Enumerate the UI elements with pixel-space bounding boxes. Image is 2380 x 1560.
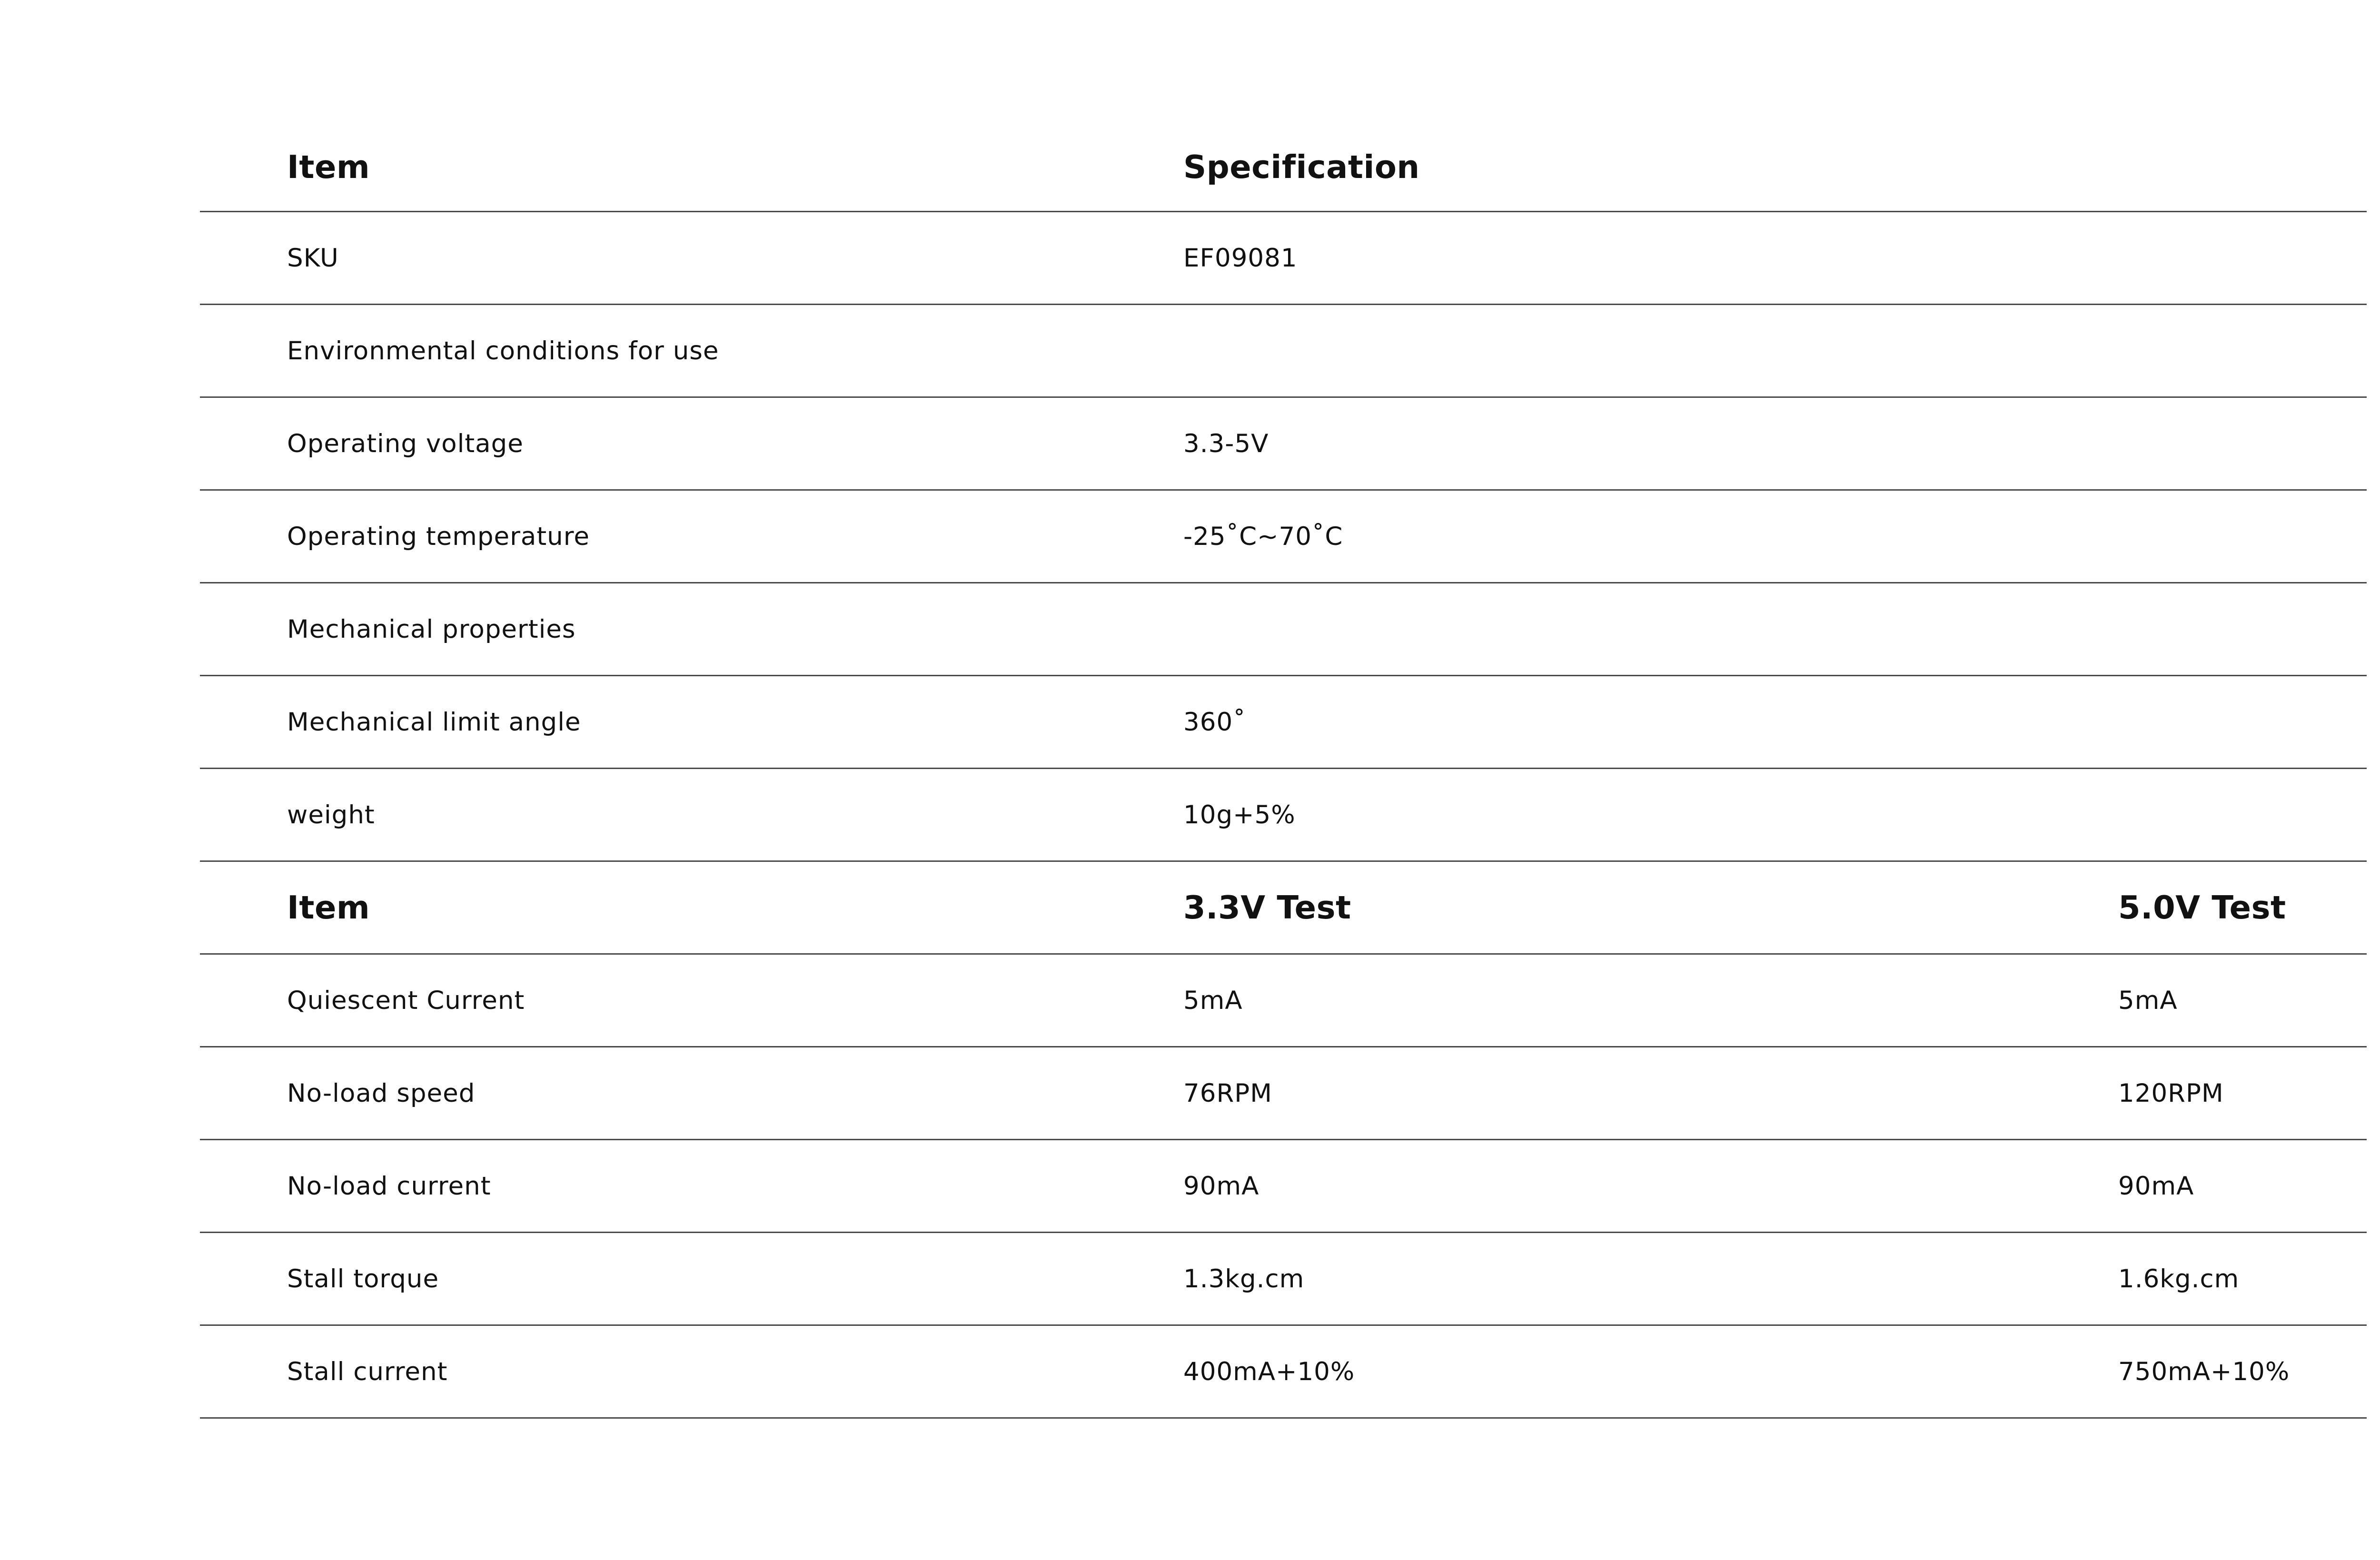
row-label: weight <box>287 800 375 829</box>
row-label: Environmental conditions for use <box>287 336 719 365</box>
row-value-5v: 120RPM <box>2118 1078 2224 1108</box>
test-header-row <box>200 862 2367 955</box>
table-row <box>200 305 2367 398</box>
row-label: SKU <box>287 243 339 273</box>
table-row <box>200 769 2367 862</box>
row-label: Stall torque <box>287 1264 439 1293</box>
row-label: No-load speed <box>287 1078 476 1108</box>
row-label: Quiescent Current <box>287 986 525 1015</box>
table-row <box>200 212 2367 305</box>
table-row <box>200 583 2367 676</box>
row-value-5v: 90mA <box>2118 1171 2194 1201</box>
table-header-row <box>200 119 2367 212</box>
header-specification: Specification <box>1183 148 1420 186</box>
row-label: Mechanical properties <box>287 614 576 644</box>
row-label: No-load current <box>287 1171 491 1201</box>
row-value: 360˚ <box>1183 707 1246 737</box>
row-label: Operating voltage <box>287 429 524 458</box>
row-value-3v3: 90mA <box>1183 1171 1259 1201</box>
row-value-3v3: 76RPM <box>1183 1078 1272 1108</box>
row-value-5v: 750mA+10% <box>2118 1357 2290 1386</box>
table-row <box>200 1140 2367 1233</box>
header-item: Item <box>287 889 370 926</box>
table-row <box>200 676 2367 769</box>
table-row <box>200 491 2367 583</box>
row-label: Stall current <box>287 1357 448 1386</box>
row-label: Operating temperature <box>287 522 590 551</box>
row-value-3v3: 1.3kg.cm <box>1183 1264 1305 1293</box>
table-row <box>200 955 2367 1047</box>
row-value: -25˚C~70˚C <box>1183 522 1343 551</box>
row-value: EF09081 <box>1183 243 1298 273</box>
row-value: 3.3-5V <box>1183 429 1269 458</box>
table-row <box>200 1233 2367 1326</box>
row-value-5v: 1.6kg.cm <box>2118 1264 2240 1293</box>
row-label: Mechanical limit angle <box>287 707 581 737</box>
table-row <box>200 1047 2367 1140</box>
row-value-5v: 5mA <box>2118 986 2178 1015</box>
header-3v3-test: 3.3V Test <box>1183 889 1351 926</box>
header-item: Item <box>287 148 370 186</box>
specification-table <box>200 119 2367 1419</box>
row-value-3v3: 400mA+10% <box>1183 1357 1355 1386</box>
header-5v-test: 5.0V Test <box>2118 889 2286 926</box>
row-value-3v3: 5mA <box>1183 986 1243 1015</box>
row-value: 10g+5% <box>1183 800 1296 829</box>
table-row <box>200 398 2367 491</box>
table-row <box>200 1326 2367 1419</box>
